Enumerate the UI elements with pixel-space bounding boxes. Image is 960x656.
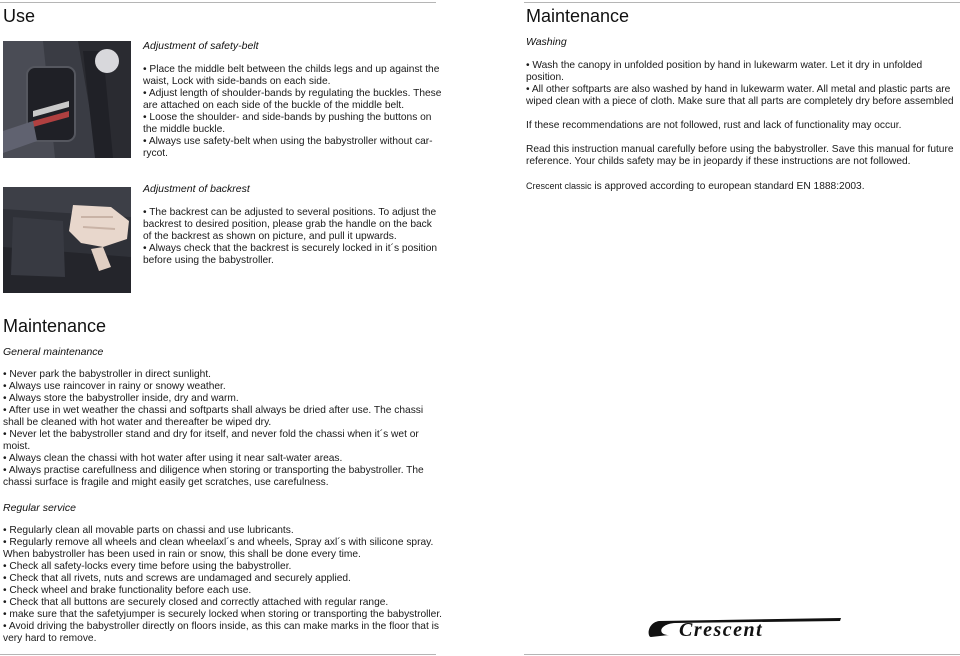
- text-line: reference. Your childs safety may be in jeopardy if these instructions are not followed.: [526, 156, 911, 167]
- text-line: • Never let the babystroller stand and dry for itself, and never fold the chassi when it´s wet or: [3, 429, 419, 440]
- text-line: the middle buckle.: [143, 124, 226, 135]
- text-line: • Regularly remove all wheels and clean wheelaxl´s and wheels, Spray axl´s with silicone spray.: [3, 537, 434, 548]
- text-line: • Always use raincover in rainy or snowy weather.: [3, 381, 226, 392]
- text-line: • Check that all buttons are securely closed and correctly attached with regular range.: [3, 597, 389, 608]
- maintenance-title-right: Maintenance: [526, 6, 630, 26]
- safety-belt-heading: Adjustment of safety-belt: [143, 40, 259, 52]
- text-line: waist, Lock with side-bands on each side.: [143, 76, 331, 87]
- approval-line: [526, 180, 958, 193]
- maintenance-title-left: Maintenance: [3, 316, 107, 336]
- washing-text: [526, 60, 958, 193]
- backrest-text: [143, 207, 443, 267]
- text-line: • Check that all rivets, nuts and screws are undamaged and securely applied.: [3, 573, 351, 584]
- regular-service-text: [3, 525, 443, 645]
- text-line: • All other softparts are also washed by hand in lukewarm water. All metal and plastic parts are: [526, 84, 951, 95]
- text-line: • Check all safety-locks every time before using the babystroller.: [3, 561, 292, 572]
- text-line: • Never park the babystroller in direct sunlight.: [3, 369, 211, 380]
- approval-brand: Crescent classic: [526, 181, 592, 191]
- text-line: before using the babystroller.: [143, 255, 274, 266]
- general-maintenance-heading: General maintenance: [3, 346, 104, 358]
- text-line: • After use in wet weather the chassi and softparts shall always be dried after use. The chassi: [3, 405, 424, 416]
- text-line: • Always clean the chassi with hot water after using it near salt-water areas.: [3, 453, 343, 464]
- text-line: • make sure that the safetyjumper is securely locked when storing or transporting the babystroller.: [3, 609, 443, 620]
- safety-belt-text: [143, 64, 443, 160]
- bottom-rule-left: [0, 654, 436, 655]
- text-line: wiped clean with a piece of cloth. Make sure that all parts are completely dry before assembled: [526, 96, 954, 107]
- top-rule-left: [0, 2, 436, 3]
- text-line: of the backrest as shown on picture, and pull it upwards.: [143, 231, 397, 242]
- general-maintenance-text: [3, 369, 443, 489]
- washing-heading: Washing: [526, 36, 567, 48]
- text-line: • Place the middle belt between the childs legs and up against the: [143, 64, 440, 75]
- text-line: • Always check that the backrest is securely locked in it´s position: [143, 243, 438, 254]
- text-line: backrest to desired position, please grab the handle on the back: [143, 219, 432, 230]
- bottom-rule-right: [524, 654, 960, 655]
- text-line: Read this instruction manual carefully before using the babystroller. Save this manual for future: [526, 144, 954, 155]
- text-line: are attached on each side of the buckle of the middle belt.: [143, 100, 405, 111]
- text-line: • Always store the babystroller inside, dry and warm.: [3, 393, 239, 404]
- top-rule-right: [524, 2, 960, 3]
- backrest-photo: [3, 187, 131, 293]
- text-line: • Check wheel and brake functionality before each use.: [3, 585, 252, 596]
- text-line: • Regularly clean all movable parts on chassi and use lubricants.: [3, 525, 294, 536]
- text-line: moist.: [3, 441, 31, 452]
- backrest-heading: Adjustment of backrest: [143, 183, 250, 195]
- text-line: When babystroller has been used in rain or snow, this shall be done every time.: [3, 549, 361, 560]
- text-line: • Always practise carefullness and diligence when storing or transporting the babystroller. The: [3, 465, 424, 476]
- text-line: • Loose the shoulder- and side-bands by pushing the buttons on: [143, 112, 432, 123]
- text-line: very hard to remove.: [3, 633, 97, 644]
- use-title: Use: [3, 6, 36, 26]
- text-line: • Wash the canopy in unfolded position by hand in lukewarm water. Let it dry in unfolded position.: [526, 60, 923, 83]
- text-line: • Avoid driving the babystroller directly on floors inside, as this can make marks in the floor that is: [3, 621, 439, 632]
- crescent-logo: [645, 613, 845, 643]
- text-line: rycot.: [143, 148, 168, 159]
- text-line: • Adjust length of shoulder-bands by regulating the buckles. These: [143, 88, 442, 99]
- approval-text: is approved according to european standard EN 1888:2003.: [591, 181, 865, 192]
- text-line: chassi surface is fragile and might easily get scratches, use carefulness.: [3, 477, 329, 488]
- text-line: • The backrest can be adjusted to several positions. To adjust the: [143, 207, 437, 218]
- logo-text: Crescent: [679, 619, 764, 641]
- safety-belt-photo: [3, 41, 131, 158]
- text-line: • Always use safety-belt when using the babystroller without car-: [143, 136, 433, 147]
- text-line: shall be cleaned with hot water and thereafter be wiped dry.: [3, 417, 272, 428]
- warning-line: If these recommendations are not followed, rust and lack of functionality may occur.: [526, 120, 902, 131]
- regular-service-heading: Regular service: [3, 502, 76, 514]
